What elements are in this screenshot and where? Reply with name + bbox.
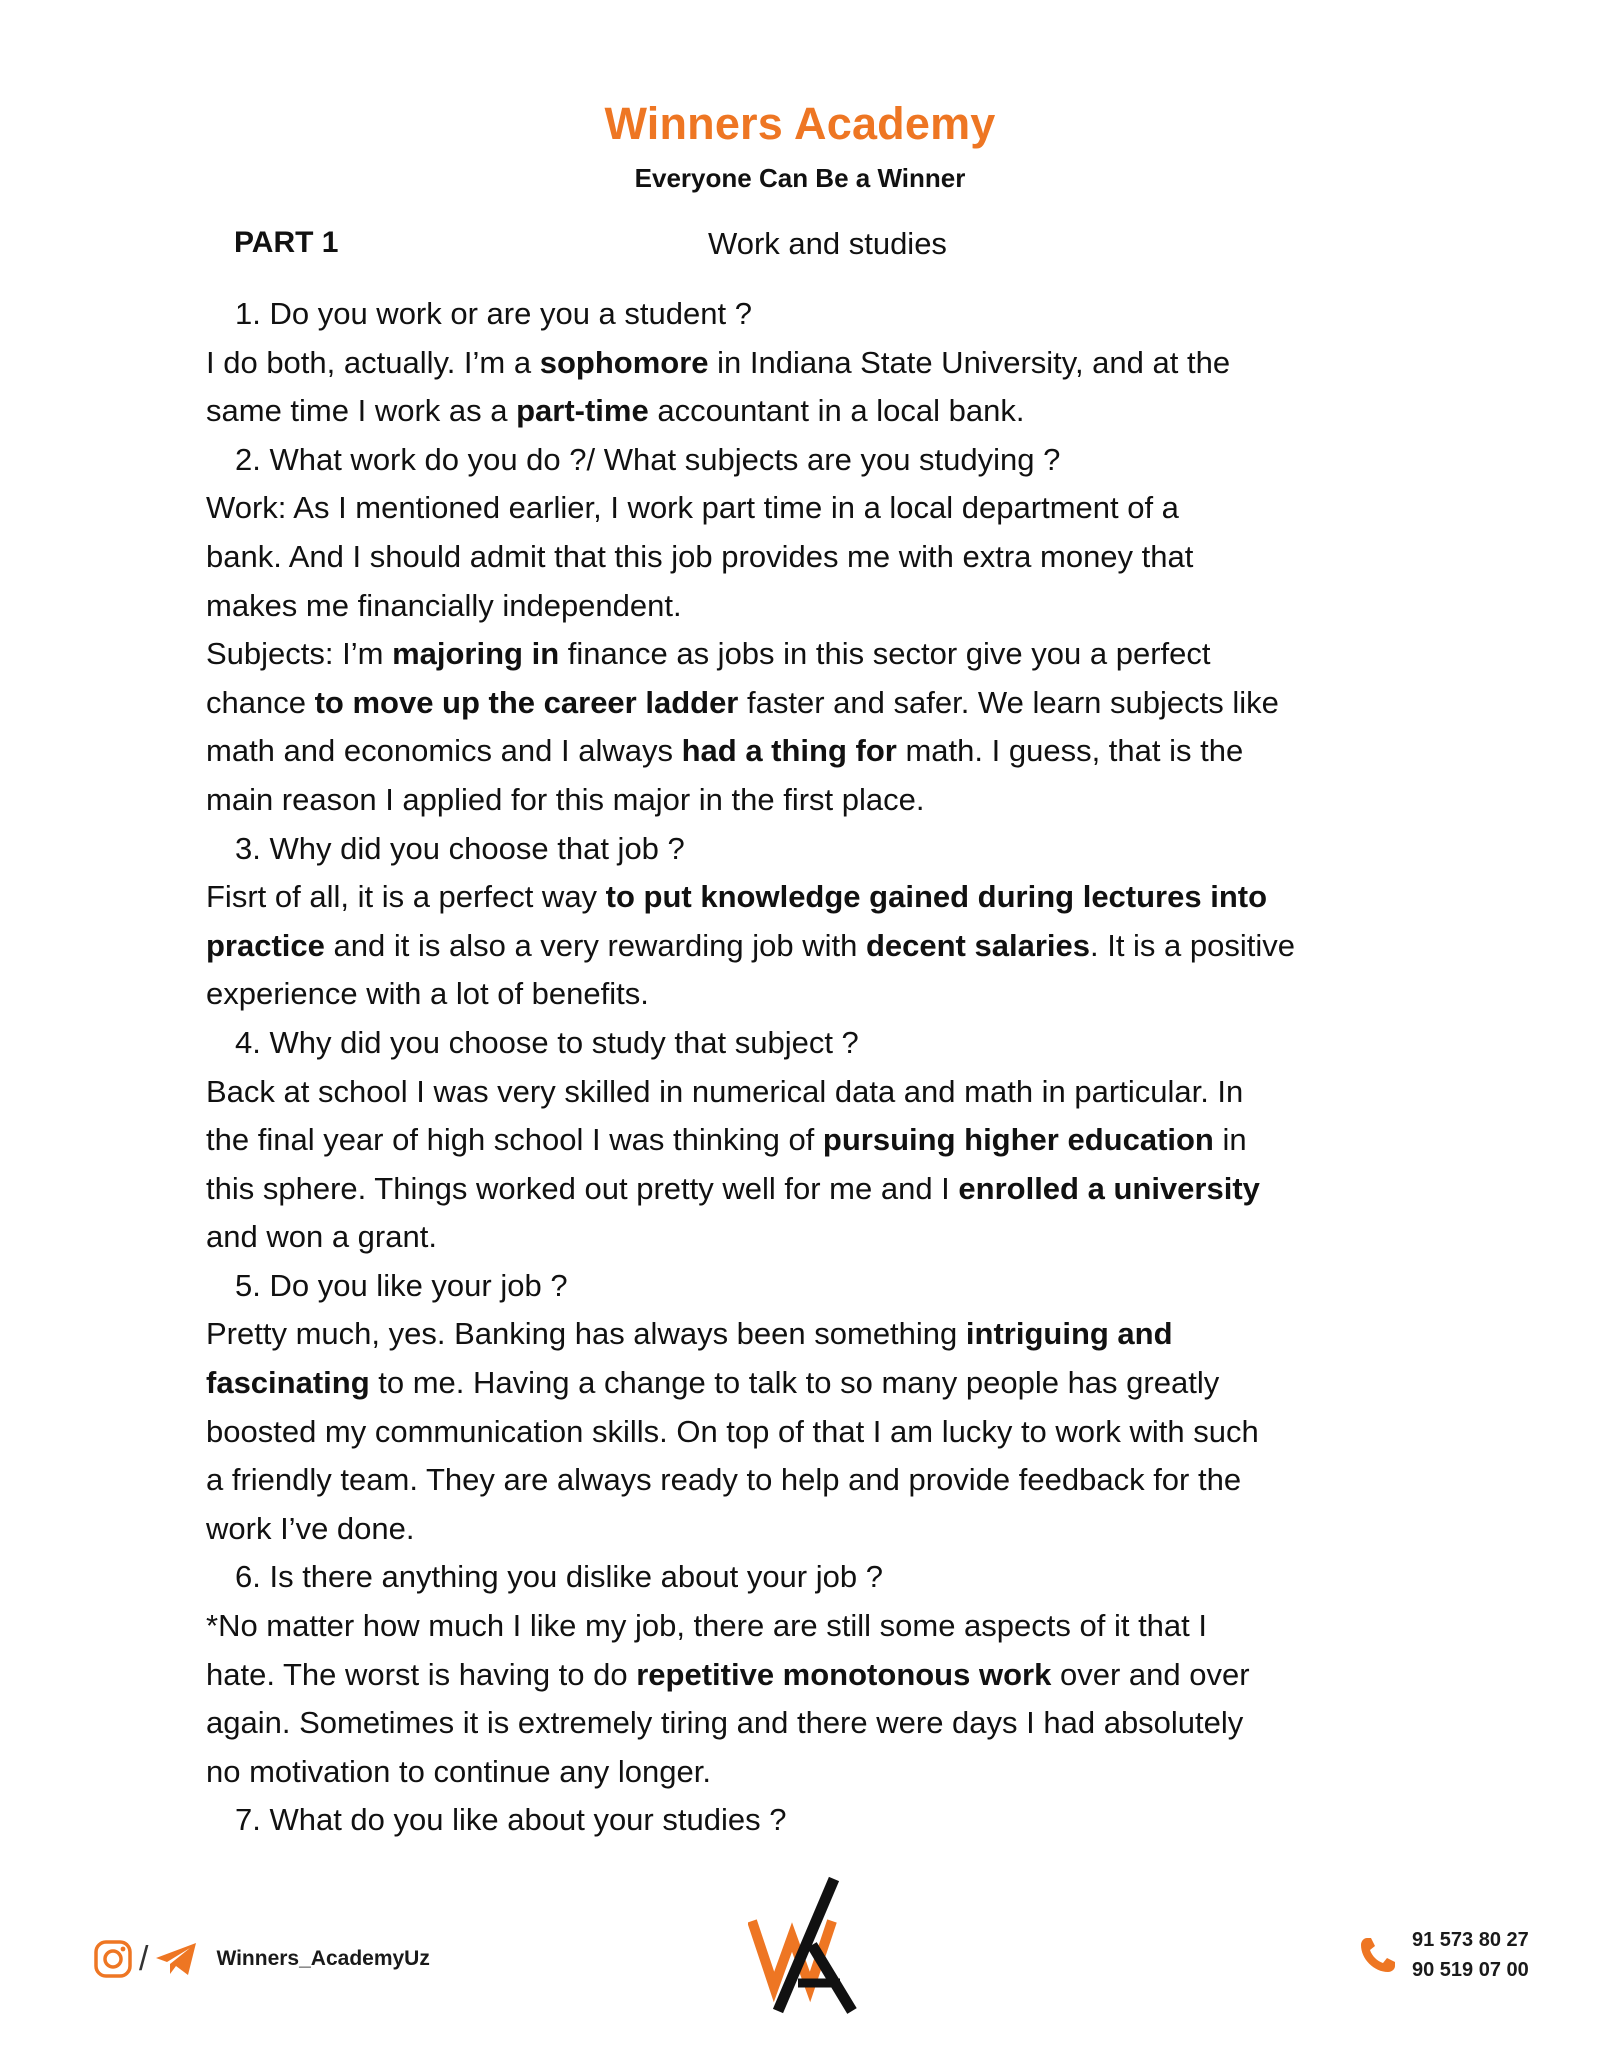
answer-line [206, 1651, 1406, 1700]
answer-line [206, 1699, 1406, 1748]
answer-line [206, 1213, 1406, 1262]
answer-line [206, 970, 1406, 1019]
answer-line [206, 1310, 1406, 1359]
text-segment: work I’ve done. [206, 1510, 415, 1546]
text-segment: and it is also a very rewarding job with [324, 927, 866, 963]
question-line [206, 290, 1406, 339]
phone-number-1[interactable]: 91 573 80 27 [1412, 1929, 1529, 1951]
text-segment: faster and safer. We learn subjects like [738, 684, 1279, 720]
question-line [206, 825, 1406, 874]
text-segment: Pretty much, yes. Banking has always been something [206, 1316, 966, 1352]
text-segment: makes me financially independent. [206, 587, 682, 623]
answer-line [206, 582, 1406, 631]
answer-line [206, 533, 1406, 582]
text-segment: 6. Is there anything you dislike about your job ? [235, 1559, 883, 1595]
text-segment: chance [206, 684, 315, 720]
answer-line [206, 1408, 1406, 1457]
key-phrase: intriguing and [965, 1316, 1173, 1352]
question-line [206, 436, 1406, 485]
key-phrase: decent salaries [865, 927, 1090, 963]
text-segment: in Indiana State University, and at the [708, 344, 1231, 380]
text-segment: this sphere. Things worked out pretty well for me and I [206, 1170, 959, 1206]
text-segment: math and economics and I always [206, 733, 682, 769]
phone-icon [1358, 1935, 1398, 1975]
answer-line [206, 484, 1406, 533]
text-segment: 7. What do you like about your studies ? [235, 1802, 787, 1838]
text-segment: Work: As I mentioned earlier, I work part time in a local department of a [206, 490, 1179, 526]
answer-line [206, 922, 1406, 971]
key-phrase: fascinating [206, 1365, 370, 1401]
text-segment: *No matter how much I like my job, there are still some aspects of it that I [206, 1608, 1208, 1644]
key-phrase: pursuing higher education [822, 1122, 1214, 1158]
key-phrase: majoring in [392, 636, 560, 672]
text-segment: to me. Having a change to talk to so many people has greatly [369, 1365, 1220, 1401]
text-segment: Back at school I was very skilled in numerical data and math in particular. In [206, 1073, 1244, 1109]
phone-number-2[interactable]: 90 519 07 00 [1412, 1959, 1529, 1981]
question-line [206, 1262, 1406, 1311]
text-segment: 2. What work do you do ?/ What subjects are you studying ? [235, 441, 1061, 477]
answer-line [206, 1602, 1406, 1651]
key-phrase: to move up the career ladder [314, 684, 739, 720]
wa-logo [748, 1875, 858, 2015]
answer-line [206, 679, 1406, 728]
text-segment: math. I guess, that is the [896, 733, 1244, 769]
answer-line [206, 1165, 1406, 1214]
answer-line [206, 1359, 1406, 1408]
social-separator: / [139, 1939, 149, 1978]
part-label: PART 1 [234, 226, 339, 259]
text-segment: again. Sometimes it is extremely tiring and there were days I had absolutely [206, 1705, 1244, 1741]
instagram-icon[interactable] [93, 1939, 133, 1979]
text-segment: over and over [1051, 1656, 1250, 1692]
text-segment: the final year of high school I was thinking of [206, 1122, 823, 1158]
qa-content [206, 290, 1406, 1845]
text-segment: Subjects: I’m [206, 636, 393, 672]
answer-line [206, 1068, 1406, 1117]
part-topic: Work and studies [708, 226, 947, 261]
text-segment: in [1213, 1122, 1247, 1158]
key-phrase: had a thing for [681, 733, 897, 769]
text-segment: I do both, actually. I’m a [206, 344, 540, 380]
key-phrase: practice [206, 927, 325, 963]
text-segment: 5. Do you like your job ? [235, 1267, 568, 1303]
page-title: Winners Academy [604, 98, 996, 149]
telegram-icon[interactable] [154, 1941, 198, 1977]
answer-line [206, 630, 1406, 679]
question-line [206, 1019, 1406, 1068]
text-segment: no motivation to continue any longer. [206, 1753, 711, 1789]
text-segment: 1. Do you work or are you a student ? [235, 296, 752, 331]
text-segment: finance as jobs in this sector give you a perfect [559, 636, 1211, 672]
answer-line [206, 339, 1406, 388]
key-phrase: sophomore [539, 344, 709, 380]
answer-line [206, 387, 1406, 436]
answer-line [206, 1748, 1406, 1797]
text-segment: a friendly team. They are always ready to help and provide feedback for the [206, 1462, 1242, 1498]
key-phrase: to put knowledge gained during lectures into [605, 879, 1268, 915]
text-segment: 3. Why did you choose that job ? [235, 830, 685, 866]
text-segment: boosted my communication skills. On top of that I am lucky to work with such [206, 1413, 1259, 1449]
text-segment: hate. The worst is having to do [206, 1656, 637, 1692]
text-segment: and won a grant. [206, 1219, 437, 1255]
answer-line [206, 776, 1406, 825]
text-segment: . It is a positive [1089, 927, 1296, 963]
answer-line [206, 1456, 1406, 1505]
text-segment: 4. Why did you choose to study that subject ? [235, 1024, 859, 1060]
answer-line [206, 1116, 1406, 1165]
answer-line [206, 873, 1406, 922]
social-block [93, 1935, 430, 1983]
question-line [206, 1796, 1406, 1845]
contact-block [1358, 1925, 1529, 1985]
text-segment: Fisrt of all, it is a perfect way [206, 879, 606, 915]
key-phrase: part-time [516, 393, 649, 429]
page-subtitle: Everyone Can Be a Winner [634, 163, 966, 193]
key-phrase: repetitive monotonous work [636, 1656, 1052, 1692]
question-line [206, 1553, 1406, 1602]
key-phrase: enrolled a university [958, 1170, 1260, 1206]
social-handle[interactable]: Winners_AcademyUz [216, 1947, 430, 1970]
text-segment: same time I work as a [206, 393, 517, 429]
text-segment: accountant in a local bank. [648, 393, 1025, 429]
text-segment: experience with a lot of benefits. [206, 976, 649, 1012]
text-segment: bank. And I should admit that this job provides me with extra money that [206, 538, 1194, 574]
answer-line [206, 727, 1406, 776]
answer-line [206, 1505, 1406, 1554]
text-segment: main reason I applied for this major in the first place. [206, 781, 925, 817]
